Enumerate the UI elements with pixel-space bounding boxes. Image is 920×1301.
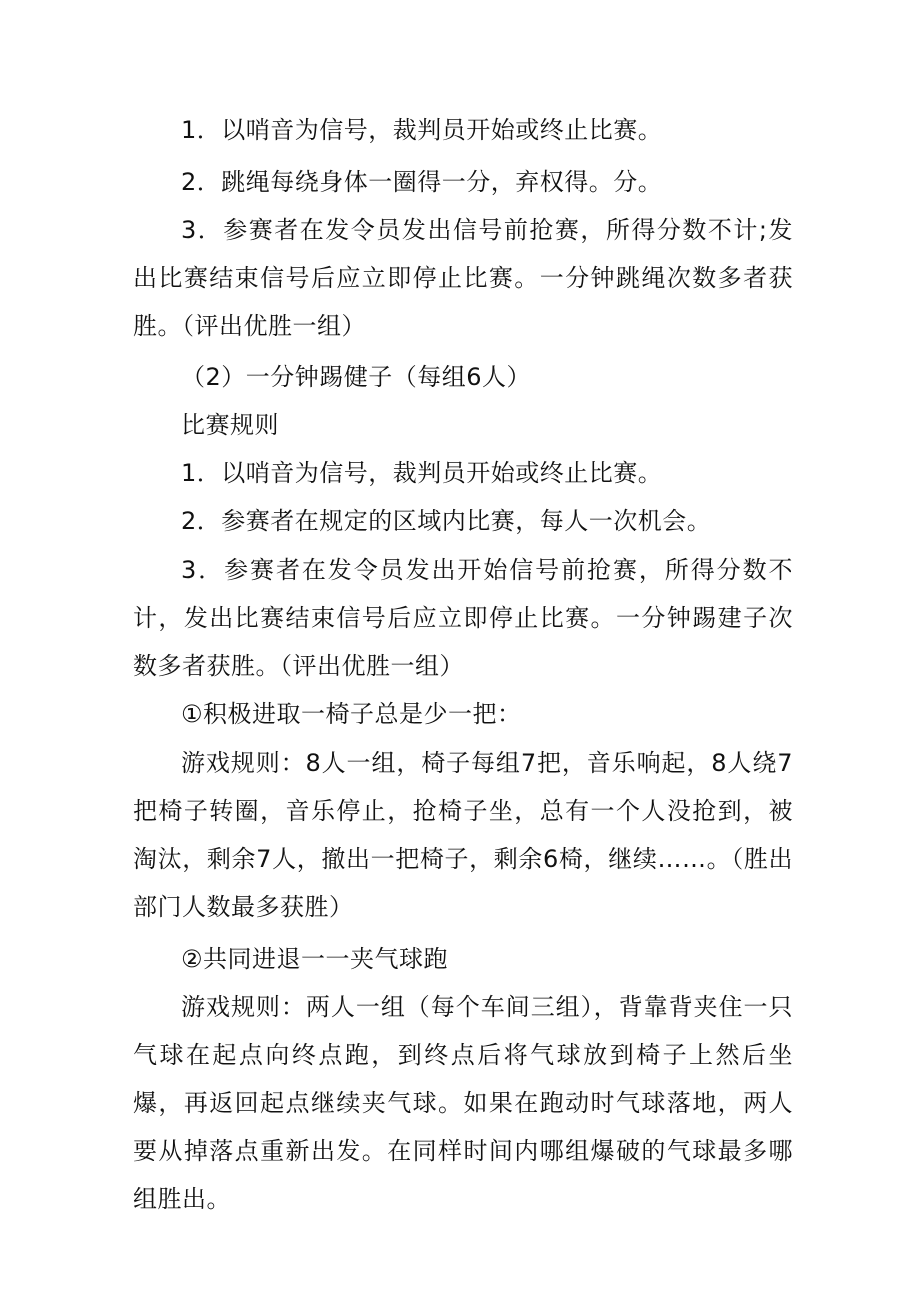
game-rule-paragraph: 游戏规则：8人一组，椅子每组7把，音乐响起，8人绕7把椅子转圈，音乐停止，抢椅子坐，总有一个人没抢到，被淘汰，剩余7人，撤出一把椅子，剩余6椅，继续……。（胜出部门人数最多获胜） [133, 749, 793, 921]
game-rule-paragraph: 游戏规则：两人一组（每个车间三组），背靠背夹住一只气球在起点向终点跑，到终点后将气球放到椅子上然后坐爆，再返回起点继续夹气球。如果在跑动时气球落地，两人要从掉落点重新出发。在同样时间内哪组爆破的气球最多哪组胜出。 [133, 993, 793, 1213]
rule-paragraph: 3．参赛者在发令员发出开始信号前抢赛，所得分数不计，发出比赛结束信号后应立即停止比赛。一分钟踢建子次数多者获胜。（评出优胜一组） [133, 556, 793, 680]
rule-paragraph: 1．以哨音为信号，裁判员开始或终止比赛。 [181, 459, 663, 487]
rule-paragraph: 2．跳绳每绕身体一圈得一分，弃权得。分。 [181, 168, 663, 196]
section-heading: 比赛规则 [181, 411, 279, 439]
rule-paragraph: 2．参赛者在规定的区域内比赛，每人一次机会。 [181, 507, 712, 535]
rule-paragraph: 3．参赛者在发令员发出信号前抢赛，所得分数不计;发出比赛结束信号后应立即停止比赛。一分钟跳绳次数多者获胜。（评出优胜一组） [133, 216, 793, 340]
rule-paragraph: 1．以哨音为信号，裁判员开始或终止比赛。 [181, 116, 663, 144]
game-title: ①积极进取一椅子总是少一把： [181, 700, 522, 728]
game-title: ②共同进退一一夹气球跑 [181, 945, 449, 973]
section-heading: （2）一分钟踢健子（每组6人） [181, 363, 532, 391]
